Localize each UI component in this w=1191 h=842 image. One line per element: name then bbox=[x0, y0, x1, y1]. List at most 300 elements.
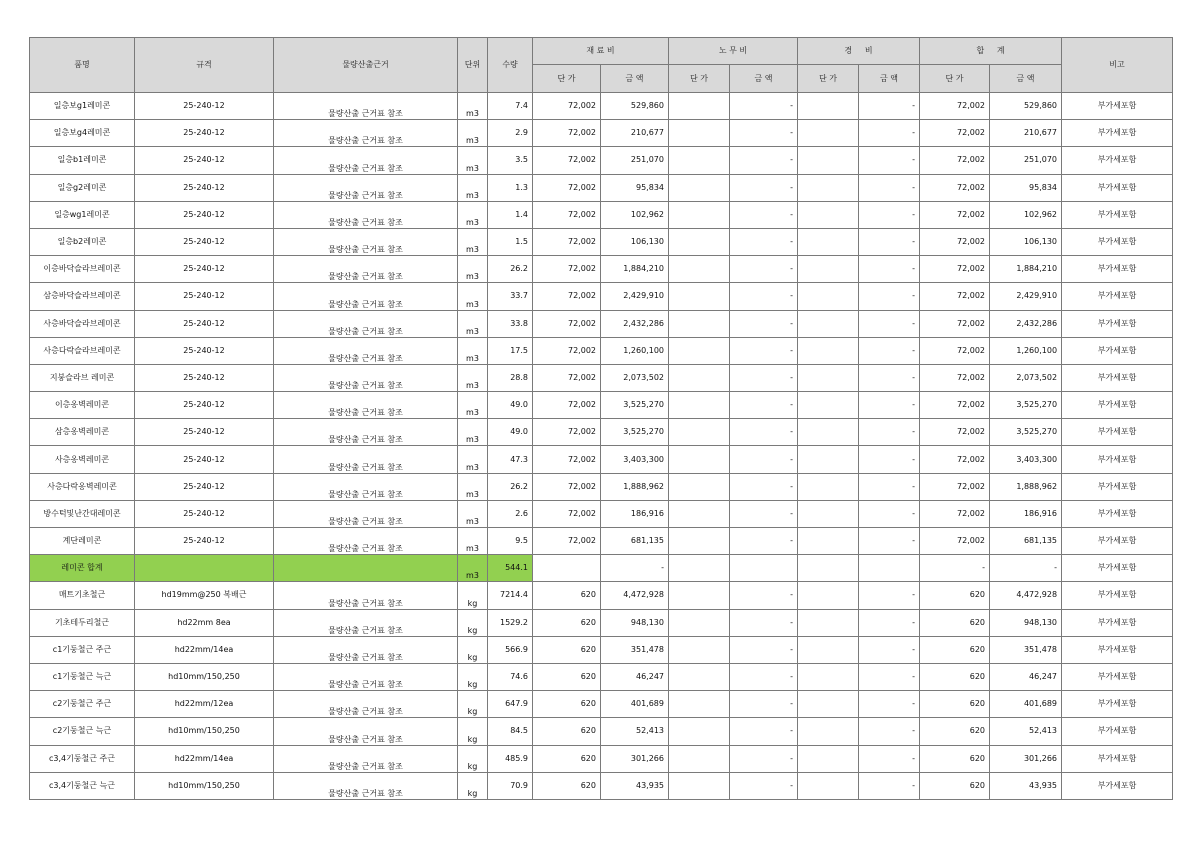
cell-note: 부가세포함 bbox=[1062, 718, 1173, 745]
cell-l-amount: - bbox=[730, 582, 798, 609]
cell-qty: 33.8 bbox=[488, 310, 533, 337]
cell-unit: m3 bbox=[458, 473, 488, 500]
cell-e-amount: - bbox=[859, 228, 920, 255]
cell-t-amount: 3,403,300 bbox=[990, 446, 1062, 473]
cell-l-price bbox=[669, 310, 730, 337]
cell-unit: m3 bbox=[458, 93, 488, 120]
cost-breakdown-table bbox=[29, 37, 1173, 800]
cell-l-price bbox=[669, 228, 730, 255]
cell-spec: hd22mm/12ea bbox=[135, 691, 274, 718]
cell-spec: 25-240-12 bbox=[135, 473, 274, 500]
cell-t-amount: 46,247 bbox=[990, 663, 1062, 690]
header-spec: 규격 bbox=[135, 38, 274, 93]
table-row bbox=[30, 772, 1173, 799]
header-total-amount: 금 액 bbox=[990, 65, 1062, 93]
table-row bbox=[30, 93, 1173, 120]
cell-basis: 물량산출 근거표 참조 bbox=[274, 718, 458, 745]
cell-m-amount: 401,689 bbox=[601, 691, 669, 718]
header-total-price: 단 가 bbox=[920, 65, 990, 93]
table-row bbox=[30, 201, 1173, 228]
cell-m-amount: 351,478 bbox=[601, 636, 669, 663]
cell-unit: kg bbox=[458, 691, 488, 718]
cell-e-amount: - bbox=[859, 772, 920, 799]
cell-spec: 25-240-12 bbox=[135, 120, 274, 147]
cell-e-price bbox=[798, 174, 859, 201]
cell-name: 계단레미콘 bbox=[30, 528, 135, 555]
cell-spec: hd10mm/150,250 bbox=[135, 718, 274, 745]
cell-m-amount: 948,130 bbox=[601, 609, 669, 636]
cell-t-amount: 681,135 bbox=[990, 528, 1062, 555]
cell-t-price: 72,002 bbox=[920, 283, 990, 310]
cell-spec: hd10mm/150,250 bbox=[135, 663, 274, 690]
cell-basis: 물량산출 근거표 참조 bbox=[274, 201, 458, 228]
cell-t-price: 72,002 bbox=[920, 364, 990, 391]
cell-note: 부가세포함 bbox=[1062, 120, 1173, 147]
cell-note: 부가세포함 bbox=[1062, 337, 1173, 364]
cell-e-price bbox=[798, 392, 859, 419]
table-row bbox=[30, 528, 1173, 555]
cell-spec: 25-240-12 bbox=[135, 174, 274, 201]
cell-m-price: 620 bbox=[533, 772, 601, 799]
cell-m-amount: 2,432,286 bbox=[601, 310, 669, 337]
cell-l-amount: - bbox=[730, 364, 798, 391]
cell-l-amount: - bbox=[730, 310, 798, 337]
cell-l-price bbox=[669, 636, 730, 663]
cell-l-price bbox=[669, 473, 730, 500]
cell-l-amount: - bbox=[730, 473, 798, 500]
cell-spec: hd10mm/150,250 bbox=[135, 772, 274, 799]
table-header bbox=[30, 38, 1173, 93]
cell-name: 레미콘 합계 bbox=[30, 555, 135, 582]
cell-qty: 33.7 bbox=[488, 283, 533, 310]
cell-l-amount: - bbox=[730, 446, 798, 473]
cell-e-amount: - bbox=[859, 147, 920, 174]
cell-basis: 물량산출 근거표 참조 bbox=[274, 120, 458, 147]
cell-basis: 물량산출 근거표 참조 bbox=[274, 93, 458, 120]
cell-t-price: 620 bbox=[920, 663, 990, 690]
cell-t-amount: 948,130 bbox=[990, 609, 1062, 636]
header-name: 품명 bbox=[30, 38, 135, 93]
cell-note: 부가세포함 bbox=[1062, 582, 1173, 609]
cell-e-price bbox=[798, 582, 859, 609]
cell-e-amount: - bbox=[859, 337, 920, 364]
cell-l-amount: - bbox=[730, 419, 798, 446]
cell-t-price: 620 bbox=[920, 718, 990, 745]
cell-e-price bbox=[798, 528, 859, 555]
cell-note: 부가세포함 bbox=[1062, 364, 1173, 391]
cell-t-amount: 1,260,100 bbox=[990, 337, 1062, 364]
cell-e-amount: - bbox=[859, 500, 920, 527]
cell-qty: 1.3 bbox=[488, 174, 533, 201]
subtotal-row bbox=[30, 555, 1173, 582]
cell-m-amount: 2,429,910 bbox=[601, 283, 669, 310]
cell-e-price bbox=[798, 745, 859, 772]
cell-l-price bbox=[669, 256, 730, 283]
cell-e-price bbox=[798, 310, 859, 337]
cell-m-price bbox=[533, 555, 601, 582]
cell-note: 부가세포함 bbox=[1062, 174, 1173, 201]
cell-qty: 26.2 bbox=[488, 473, 533, 500]
header-material-price: 단 가 bbox=[533, 65, 601, 93]
cell-unit: m3 bbox=[458, 228, 488, 255]
cell-note: 부가세포함 bbox=[1062, 256, 1173, 283]
cell-t-price: 72,002 bbox=[920, 228, 990, 255]
cell-l-amount: - bbox=[730, 147, 798, 174]
cell-t-price: 620 bbox=[920, 636, 990, 663]
header-expense-amount: 금 액 bbox=[859, 65, 920, 93]
cell-t-price: - bbox=[920, 555, 990, 582]
cell-m-amount: 2,073,502 bbox=[601, 364, 669, 391]
cell-name: c2기둥철근 늑근 bbox=[30, 718, 135, 745]
cell-qty: 47.3 bbox=[488, 446, 533, 473]
cell-l-amount: - bbox=[730, 337, 798, 364]
table-row bbox=[30, 283, 1173, 310]
cell-t-amount: 95,834 bbox=[990, 174, 1062, 201]
cell-m-amount: 4,472,928 bbox=[601, 582, 669, 609]
cell-qty: 7214.4 bbox=[488, 582, 533, 609]
cell-t-price: 72,002 bbox=[920, 174, 990, 201]
cell-t-price: 72,002 bbox=[920, 419, 990, 446]
cell-l-price bbox=[669, 500, 730, 527]
cell-name: 일층보g1레미콘 bbox=[30, 93, 135, 120]
cell-qty: 2.9 bbox=[488, 120, 533, 147]
cell-t-price: 72,002 bbox=[920, 93, 990, 120]
table-row bbox=[30, 500, 1173, 527]
cell-t-price: 72,002 bbox=[920, 201, 990, 228]
cell-note: 부가세포함 bbox=[1062, 228, 1173, 255]
cell-unit: kg bbox=[458, 718, 488, 745]
cell-m-amount: - bbox=[601, 555, 669, 582]
cell-e-price bbox=[798, 500, 859, 527]
table-row bbox=[30, 745, 1173, 772]
cell-t-amount: 529,860 bbox=[990, 93, 1062, 120]
cell-spec: hd19mm@250 복배근 bbox=[135, 582, 274, 609]
cell-name: 일층g2레미콘 bbox=[30, 174, 135, 201]
cell-m-price: 72,002 bbox=[533, 228, 601, 255]
cell-t-price: 72,002 bbox=[920, 500, 990, 527]
cell-spec bbox=[135, 555, 274, 582]
table-row bbox=[30, 174, 1173, 201]
table-row bbox=[30, 473, 1173, 500]
cell-t-amount: 2,429,910 bbox=[990, 283, 1062, 310]
cell-m-amount: 210,677 bbox=[601, 120, 669, 147]
cell-t-amount: 186,916 bbox=[990, 500, 1062, 527]
cell-m-price: 620 bbox=[533, 745, 601, 772]
cell-e-amount: - bbox=[859, 691, 920, 718]
cell-basis: 물량산출 근거표 참조 bbox=[274, 392, 458, 419]
cell-name: c3,4기둥철근 주근 bbox=[30, 745, 135, 772]
cell-basis: 물량산출 근거표 참조 bbox=[274, 500, 458, 527]
cell-m-price: 72,002 bbox=[533, 446, 601, 473]
header-labor: 노 무 비 bbox=[669, 38, 798, 65]
cell-name: 사층다락슬라브레미콘 bbox=[30, 337, 135, 364]
cell-m-price: 72,002 bbox=[533, 528, 601, 555]
cell-l-price bbox=[669, 283, 730, 310]
cell-unit: m3 bbox=[458, 201, 488, 228]
cell-name: c1기둥철근 주근 bbox=[30, 636, 135, 663]
cell-l-price bbox=[669, 364, 730, 391]
cell-e-price bbox=[798, 283, 859, 310]
cell-e-amount bbox=[859, 555, 920, 582]
table-row bbox=[30, 446, 1173, 473]
cell-spec: hd22mm 8ea bbox=[135, 609, 274, 636]
cell-m-price: 620 bbox=[533, 582, 601, 609]
cell-note: 부가세포함 bbox=[1062, 663, 1173, 690]
cell-m-price: 72,002 bbox=[533, 201, 601, 228]
cell-l-amount: - bbox=[730, 174, 798, 201]
cell-t-amount: 102,962 bbox=[990, 201, 1062, 228]
table-row bbox=[30, 364, 1173, 391]
cell-note: 부가세포함 bbox=[1062, 310, 1173, 337]
cell-e-amount: - bbox=[859, 528, 920, 555]
cell-t-amount: 52,413 bbox=[990, 718, 1062, 745]
cell-note: 부가세포함 bbox=[1062, 555, 1173, 582]
cell-l-price bbox=[669, 718, 730, 745]
cell-qty: 70.9 bbox=[488, 772, 533, 799]
cell-note: 부가세포함 bbox=[1062, 283, 1173, 310]
cell-l-amount: - bbox=[730, 283, 798, 310]
cell-name: 일층b1레미콘 bbox=[30, 147, 135, 174]
cell-spec: 25-240-12 bbox=[135, 283, 274, 310]
cell-basis: 물량산출 근거표 참조 bbox=[274, 528, 458, 555]
cell-note: 부가세포함 bbox=[1062, 392, 1173, 419]
cell-m-amount: 3,525,270 bbox=[601, 392, 669, 419]
cell-note: 부가세포함 bbox=[1062, 419, 1173, 446]
cell-t-amount: 43,935 bbox=[990, 772, 1062, 799]
cell-qty: 49.0 bbox=[488, 419, 533, 446]
cell-t-amount: 401,689 bbox=[990, 691, 1062, 718]
cell-e-price bbox=[798, 772, 859, 799]
cell-l-price bbox=[669, 201, 730, 228]
cell-note: 부가세포함 bbox=[1062, 745, 1173, 772]
cell-name: 일층wg1레미콘 bbox=[30, 201, 135, 228]
header-unit: 단위 bbox=[458, 38, 488, 93]
cell-t-amount: - bbox=[990, 555, 1062, 582]
cell-m-price: 72,002 bbox=[533, 283, 601, 310]
cell-l-price bbox=[669, 392, 730, 419]
cell-basis bbox=[274, 555, 458, 582]
cell-e-amount: - bbox=[859, 745, 920, 772]
header-labor-amount: 금 액 bbox=[730, 65, 798, 93]
cell-name: 일층b2레미콘 bbox=[30, 228, 135, 255]
cell-basis: 물량산출 근거표 참조 bbox=[274, 772, 458, 799]
cell-basis: 물량산출 근거표 참조 bbox=[274, 147, 458, 174]
table-row bbox=[30, 392, 1173, 419]
table-row bbox=[30, 147, 1173, 174]
cell-t-amount: 301,266 bbox=[990, 745, 1062, 772]
cell-spec: 25-240-12 bbox=[135, 419, 274, 446]
cell-unit: kg bbox=[458, 745, 488, 772]
cell-m-price: 72,002 bbox=[533, 473, 601, 500]
cell-e-price bbox=[798, 201, 859, 228]
cell-m-amount: 301,266 bbox=[601, 745, 669, 772]
cell-m-price: 620 bbox=[533, 663, 601, 690]
cell-spec: 25-240-12 bbox=[135, 93, 274, 120]
cell-e-amount: - bbox=[859, 663, 920, 690]
cell-l-price bbox=[669, 772, 730, 799]
cell-unit: kg bbox=[458, 663, 488, 690]
cell-t-amount: 106,130 bbox=[990, 228, 1062, 255]
cell-qty: 84.5 bbox=[488, 718, 533, 745]
cell-qty: 485.9 bbox=[488, 745, 533, 772]
cell-e-amount: - bbox=[859, 93, 920, 120]
table-row bbox=[30, 663, 1173, 690]
cell-spec: 25-240-12 bbox=[135, 528, 274, 555]
cell-spec: 25-240-12 bbox=[135, 310, 274, 337]
cell-m-amount: 186,916 bbox=[601, 500, 669, 527]
cell-t-amount: 351,478 bbox=[990, 636, 1062, 663]
cell-name: 지붕슬라브 레미콘 bbox=[30, 364, 135, 391]
cell-qty: 566.9 bbox=[488, 636, 533, 663]
cell-unit: m3 bbox=[458, 174, 488, 201]
cell-e-amount: - bbox=[859, 636, 920, 663]
cell-e-price bbox=[798, 120, 859, 147]
cell-m-price: 72,002 bbox=[533, 500, 601, 527]
cell-m-price: 620 bbox=[533, 609, 601, 636]
cell-e-amount: - bbox=[859, 174, 920, 201]
cell-t-price: 72,002 bbox=[920, 256, 990, 283]
cell-t-price: 72,002 bbox=[920, 528, 990, 555]
cell-qty: 1.4 bbox=[488, 201, 533, 228]
cell-unit: m3 bbox=[458, 283, 488, 310]
cell-e-amount: - bbox=[859, 609, 920, 636]
cell-t-amount: 251,070 bbox=[990, 147, 1062, 174]
cell-m-amount: 1,888,962 bbox=[601, 473, 669, 500]
cell-t-price: 72,002 bbox=[920, 310, 990, 337]
cell-t-price: 72,002 bbox=[920, 337, 990, 364]
cell-basis: 물량산출 근거표 참조 bbox=[274, 745, 458, 772]
cell-name: c3,4기둥철근 늑근 bbox=[30, 772, 135, 799]
cell-l-price bbox=[669, 337, 730, 364]
table-row bbox=[30, 582, 1173, 609]
table-row bbox=[30, 718, 1173, 745]
cell-m-price: 72,002 bbox=[533, 419, 601, 446]
cell-qty: 28.8 bbox=[488, 364, 533, 391]
cell-m-amount: 1,884,210 bbox=[601, 256, 669, 283]
table-row bbox=[30, 310, 1173, 337]
cell-unit: m3 bbox=[458, 392, 488, 419]
cell-t-price: 620 bbox=[920, 745, 990, 772]
cell-e-price bbox=[798, 663, 859, 690]
cell-m-price: 72,002 bbox=[533, 147, 601, 174]
cell-note: 부가세포함 bbox=[1062, 528, 1173, 555]
cell-l-price bbox=[669, 691, 730, 718]
cell-name: c1기둥철근 늑근 bbox=[30, 663, 135, 690]
cell-e-price bbox=[798, 147, 859, 174]
cell-m-amount: 102,962 bbox=[601, 201, 669, 228]
cell-m-price: 620 bbox=[533, 636, 601, 663]
cell-m-amount: 529,860 bbox=[601, 93, 669, 120]
cell-l-amount: - bbox=[730, 93, 798, 120]
cell-unit: kg bbox=[458, 772, 488, 799]
cell-basis: 물량산출 근거표 참조 bbox=[274, 337, 458, 364]
cell-l-amount: - bbox=[730, 609, 798, 636]
cell-note: 부가세포함 bbox=[1062, 201, 1173, 228]
cell-m-amount: 95,834 bbox=[601, 174, 669, 201]
header-labor-price: 단 가 bbox=[669, 65, 730, 93]
cell-basis: 물량산출 근거표 참조 bbox=[274, 419, 458, 446]
header-material-amount: 금 액 bbox=[601, 65, 669, 93]
cell-l-amount: - bbox=[730, 228, 798, 255]
cell-t-price: 72,002 bbox=[920, 120, 990, 147]
cell-m-price: 72,002 bbox=[533, 174, 601, 201]
cell-unit: m3 bbox=[458, 555, 488, 582]
cell-m-amount: 1,260,100 bbox=[601, 337, 669, 364]
cell-e-price bbox=[798, 691, 859, 718]
cell-spec: 25-240-12 bbox=[135, 446, 274, 473]
cell-e-price bbox=[798, 473, 859, 500]
cell-spec: 25-240-12 bbox=[135, 392, 274, 419]
cell-qty: 74.6 bbox=[488, 663, 533, 690]
cell-t-price: 620 bbox=[920, 691, 990, 718]
cell-l-price bbox=[669, 528, 730, 555]
header-expense-price: 단 가 bbox=[798, 65, 859, 93]
cell-m-amount: 46,247 bbox=[601, 663, 669, 690]
cell-spec: 25-240-12 bbox=[135, 201, 274, 228]
cell-m-price: 620 bbox=[533, 691, 601, 718]
cell-e-price bbox=[798, 337, 859, 364]
cell-basis: 물량산출 근거표 참조 bbox=[274, 174, 458, 201]
cell-l-amount: - bbox=[730, 663, 798, 690]
cell-e-price bbox=[798, 609, 859, 636]
cell-basis: 물량산출 근거표 참조 bbox=[274, 582, 458, 609]
cell-name: 사층옹벽레미콘 bbox=[30, 446, 135, 473]
cell-spec: hd22mm/14ea bbox=[135, 745, 274, 772]
header-expense: 경 비 bbox=[798, 38, 920, 65]
cell-basis: 물량산출 근거표 참조 bbox=[274, 256, 458, 283]
cell-l-amount: - bbox=[730, 636, 798, 663]
cell-e-price bbox=[798, 256, 859, 283]
cell-e-amount: - bbox=[859, 446, 920, 473]
cell-basis: 물량산출 근거표 참조 bbox=[274, 310, 458, 337]
cell-unit: kg bbox=[458, 609, 488, 636]
cell-qty: 544.1 bbox=[488, 555, 533, 582]
cell-e-price bbox=[798, 228, 859, 255]
header-qty: 수량 bbox=[488, 38, 533, 93]
cell-e-price bbox=[798, 555, 859, 582]
cell-note: 부가세포함 bbox=[1062, 473, 1173, 500]
header-material: 재 료 비 bbox=[533, 38, 669, 65]
cell-basis: 물량산출 근거표 참조 bbox=[274, 691, 458, 718]
cell-t-amount: 3,525,270 bbox=[990, 419, 1062, 446]
cell-e-amount: - bbox=[859, 419, 920, 446]
cell-e-amount: - bbox=[859, 120, 920, 147]
cell-unit: m3 bbox=[458, 500, 488, 527]
cell-t-price: 72,002 bbox=[920, 473, 990, 500]
cell-t-price: 620 bbox=[920, 582, 990, 609]
cell-e-price bbox=[798, 419, 859, 446]
table-row bbox=[30, 419, 1173, 446]
cell-e-amount: - bbox=[859, 201, 920, 228]
cell-qty: 9.5 bbox=[488, 528, 533, 555]
cell-basis: 물량산출 근거표 참조 bbox=[274, 473, 458, 500]
cell-e-price bbox=[798, 93, 859, 120]
cell-l-amount: - bbox=[730, 772, 798, 799]
cell-unit: m3 bbox=[458, 256, 488, 283]
cell-basis: 물량산출 근거표 참조 bbox=[274, 364, 458, 391]
cell-unit: m3 bbox=[458, 446, 488, 473]
cell-unit: m3 bbox=[458, 310, 488, 337]
cell-note: 부가세포함 bbox=[1062, 636, 1173, 663]
cell-t-amount: 3,525,270 bbox=[990, 392, 1062, 419]
cell-note: 부가세포함 bbox=[1062, 147, 1173, 174]
cell-qty: 26.2 bbox=[488, 256, 533, 283]
table-row bbox=[30, 691, 1173, 718]
cell-e-price bbox=[798, 446, 859, 473]
cell-l-price bbox=[669, 745, 730, 772]
cell-m-amount: 3,525,270 bbox=[601, 419, 669, 446]
cell-qty: 3.5 bbox=[488, 147, 533, 174]
